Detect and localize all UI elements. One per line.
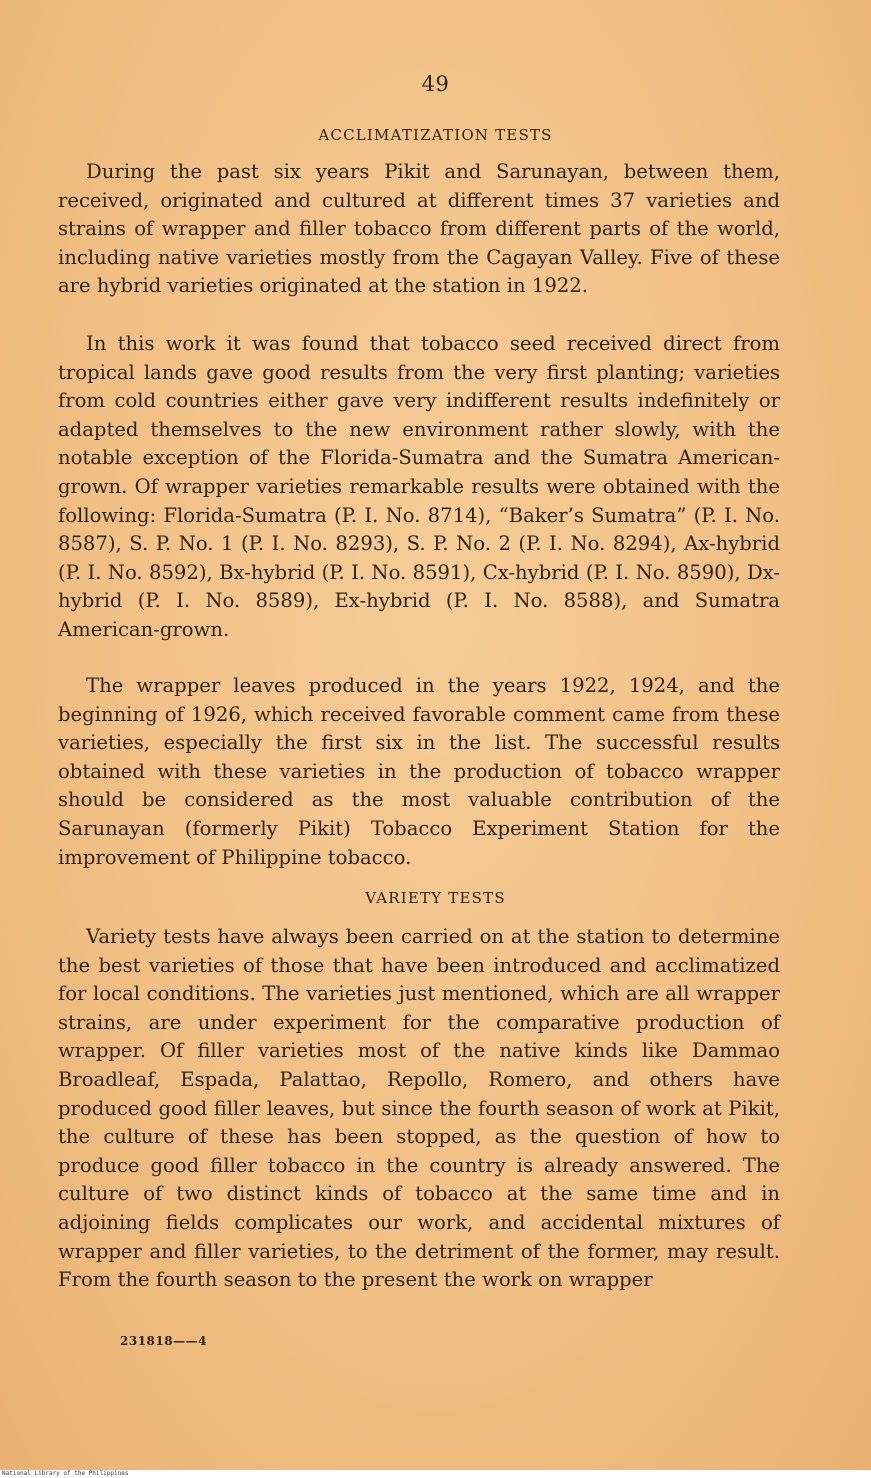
- footer-bar: [0, 1470, 871, 1478]
- footer-credit: National Library of the Philippines: [2, 1470, 129, 1477]
- paragraph: Variety tests have always been carried on at the station to determine the best varieties of those that have been introduced and acclimatized for local conditions. The varieties just mentioned, which are all wrapper strains, are under experiment for the comparative production of wrapper. Of filler varieties most of the native kinds like Dammao Broadleaf, Espada, Palattao, Repollo, Romero, and others have produced good filler leaves, but since the fourth season of work at Pikit, the culture of these has been stopped, as the question of how to produce good filler tobacco in the country is already answered. The culture of two distinct kinds of tobacco at the same time and in adjoining fields complicates our work, and accidental mixtures of wrapper and filler varieties, to the detriment of the former, may result. From the fourth season to the present the work on wrapper: [58, 925, 780, 1292]
- section-heading-acclimatization: ACCLIMATIZATION TESTS: [318, 126, 553, 144]
- paragraph: The wrapper leaves produced in the years 1922, 1924, and the beginning of 1926, which received favorable comment came from these varieties, especially the first six in the list. The successful results obtained with these varieties in the production of tobacco wrapper should be considered as the most valuable contribution of the Sarunayan (formerly Pikit) Tobacco Experiment Station for the improvement of Philippine tobacco.: [58, 674, 780, 869]
- printer-signature-mark: 231818——4: [120, 1334, 207, 1348]
- section-heading-variety-tests: VARIETY TESTS: [365, 889, 506, 907]
- paragraph: In this work it was found that tobacco seed received direct from tropical lands gave good results from the very first planting; varieties from cold countries either gave very indifferent results indefinitely or adapted themselves to the new environment rather slowly, with the notable exception of the Florida-Sumatra and the Sumatra American-grown. Of wrapper varieties remarkable results were obtained with the following: Florida-Sumatra (P. I. No. 8714), “Baker’s Sumatra” (P. I. No. 8587), S. P. No. 1 (P. I. No. 8293), S. P. No. 2 (P. I. No. 8294), Ax-hybrid (P. I. No. 8592), Bx-hybrid (P. I. No. 8591), Cx-hybrid (P. I. No. 8590), Dx-hybrid (P. I. No. 8589), Ex-hybrid (P. I. No. 8588), and Sumatra American-grown.: [58, 332, 780, 641]
- paragraph: During the past six years Pikit and Sarunayan, between them, received, originated and cultured at different times 37 varieties and strains of wrapper and filler tobacco from different parts of the world, including native varieties mostly from the Cagayan Valley. Five of these are hybrid varieties originated at the station in 1922.: [58, 160, 780, 298]
- page-number: 49: [421, 72, 450, 96]
